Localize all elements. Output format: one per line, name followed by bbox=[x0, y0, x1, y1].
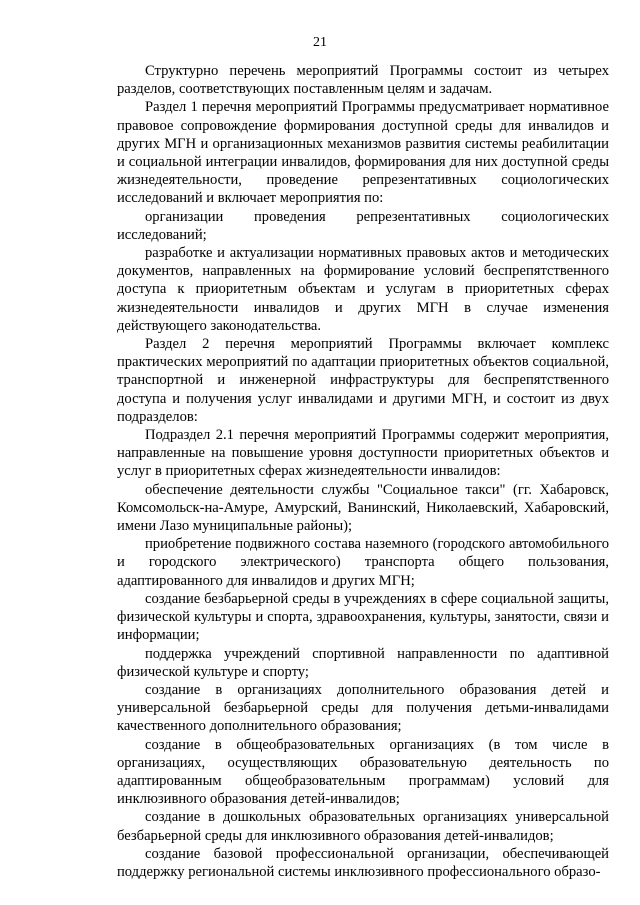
paragraph: создание безбарьерной среды в учреждениях в сфере социальной защиты, физической культуры и спорта, здравоохранения, культуры, занятости, связи и информации; bbox=[117, 590, 609, 644]
body-text bbox=[117, 62, 609, 881]
paragraph: создание в организациях дополнительного образования детей и универсальной безбарьерной среды для получения детьми-инвалидами качественного дополнительного образования; bbox=[117, 681, 609, 735]
paragraph: Структурно перечень мероприятий Программы состоит из четырех разделов, соответствующих поставленным целям и задачам. bbox=[117, 63, 609, 98]
paragraph: Подраздел 2.1 перечня мероприятий Программы содержит мероприятия, направленные на повышение уровня доступности приоритетных объектов и услуг в приоритетных сферах жизнедеятельности инвалидов: bbox=[117, 427, 609, 480]
paragraph: приобретение подвижного состава наземного (городского автомобильного и городского электрического) транспорта общего пользования, адаптированного для инвалидов и других МГН; bbox=[117, 536, 609, 589]
paragraph: Раздел 2 перечня мероприятий Программы включает комплекс практических мероприятий по адаптации приоритетных объектов социальной, транспортной и инженерной инфраструктуры для беспрепятственного доступа и получения услуг инвалидами и другими МГН, и состоит из двух подразделов: bbox=[117, 336, 609, 425]
paragraph: создание базовой профессиональной организации, обеспечивающей поддержку региональной системы инклюзивного профессионального образо- bbox=[117, 845, 609, 880]
paragraph: создание в общеобразовательных организациях (в том числе в организациях, осуществляющих образовательную деятельность по адаптированным общеобразовательным программам) условий для инклюзивного образования детей-инвалидов; bbox=[117, 736, 609, 808]
paragraph: разработке и актуализации нормативных правовых актов и методических документов, направленных на формирование условий беспрепятственного доступа к приоритетным объектам и услугам в приоритетных сферах жизнедеятельности инвалидов и других МГН в случае изменения действующего законодательства. bbox=[117, 245, 609, 334]
paragraph: создание в дошкольных образовательных организациях универсальной безбарьерной среды для инклюзивного образования детей-инвалидов; bbox=[117, 809, 609, 844]
paragraph: Раздел 1 перечня мероприятий Программы предусматривает нормативное правовое сопровождение формирования доступной среды для инвалидов и других МГН и организационных механизмов развития системы реабилитации и социальной интеграции инвалидов, формирования для них доступной среды жизнедеятельности, проведение репрезентативных социологических исследований и включает мероприятия по: bbox=[117, 99, 609, 207]
paragraph: организации проведения репрезентативных социологических исследований; bbox=[117, 208, 609, 243]
page-number: 21 bbox=[313, 35, 327, 50]
paragraph: обеспечение деятельности службы "Социальное такси" (гг. Хабаровск, Комсомольск-на-Амуре, Амурский, Ванинский, Николаевский, Хабаровский, имени Лазо муниципальные районы); bbox=[117, 481, 609, 535]
paragraph: поддержка учреждений спортивной направленности по адаптивной физической культуре и спорту; bbox=[117, 645, 609, 680]
